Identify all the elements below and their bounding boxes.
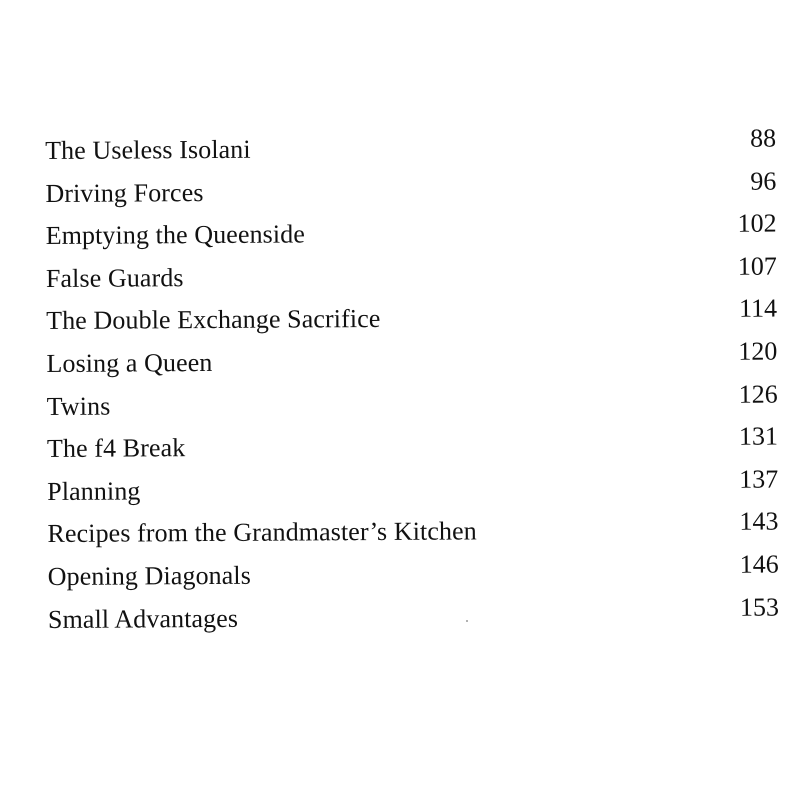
toc-entry-title: Emptying the Queenside xyxy=(45,219,306,251)
toc-entry-title: Opening Diagonals xyxy=(47,560,251,591)
toc-entry-twins xyxy=(47,379,782,426)
toc-entry-page-number: 143 xyxy=(739,506,779,537)
toc-entry-the-f4-break xyxy=(47,422,782,469)
toc-entry-planning xyxy=(47,464,782,511)
toc-entry-title: The Useless Isolani xyxy=(45,134,251,165)
toc-entry-title: Recipes from the Grandmaster’s Kitchen xyxy=(47,516,477,549)
toc-entry-page-number: 114 xyxy=(738,293,778,324)
toc-entry-the-double-exchange-sacrifice xyxy=(46,294,781,341)
toc-entry-recipes-from-the-grandmasters-kitchen xyxy=(47,507,782,554)
toc-entry-page-number: 107 xyxy=(737,251,777,281)
toc-entry-driving-forces xyxy=(45,166,780,213)
toc-entry-page-number: 102 xyxy=(737,208,777,238)
toc-entry-the-useless-isolani xyxy=(45,124,780,171)
table-of-contents xyxy=(45,124,783,640)
toc-entry-emptying-the-queenside xyxy=(46,209,781,256)
toc-entry-title: Losing a Queen xyxy=(46,347,213,378)
toc-entry-title: Driving Forces xyxy=(45,177,204,208)
toc-entry-title: Small Advantages xyxy=(47,603,239,634)
toc-entry-small-advantages xyxy=(48,592,783,639)
toc-entry-page-number: 120 xyxy=(738,336,778,366)
toc-entry-page-number: 126 xyxy=(738,379,778,409)
toc-entry-opening-diagonals xyxy=(48,549,783,596)
toc-entry-title: Planning xyxy=(47,476,141,506)
toc-entry-title: Twins xyxy=(46,391,111,421)
toc-entry-losing-a-queen xyxy=(46,336,781,383)
toc-entry-false-guards xyxy=(46,251,781,298)
toc-entry-page-number: 153 xyxy=(739,592,780,622)
toc-entry-page-number: 88 xyxy=(749,123,777,153)
toc-entry-page-number: 131 xyxy=(738,421,778,451)
toc-entry-title: The Double Exchange Sacrifice xyxy=(46,304,381,336)
toc-entry-page-number: 146 xyxy=(739,549,779,579)
toc-entry-title: The f4 Break xyxy=(46,433,186,464)
toc-entry-page-number: 96 xyxy=(750,166,777,196)
toc-entry-page-number: 137 xyxy=(739,464,779,494)
scan-speck xyxy=(466,620,468,622)
toc-entry-title: False Guards xyxy=(45,262,184,293)
